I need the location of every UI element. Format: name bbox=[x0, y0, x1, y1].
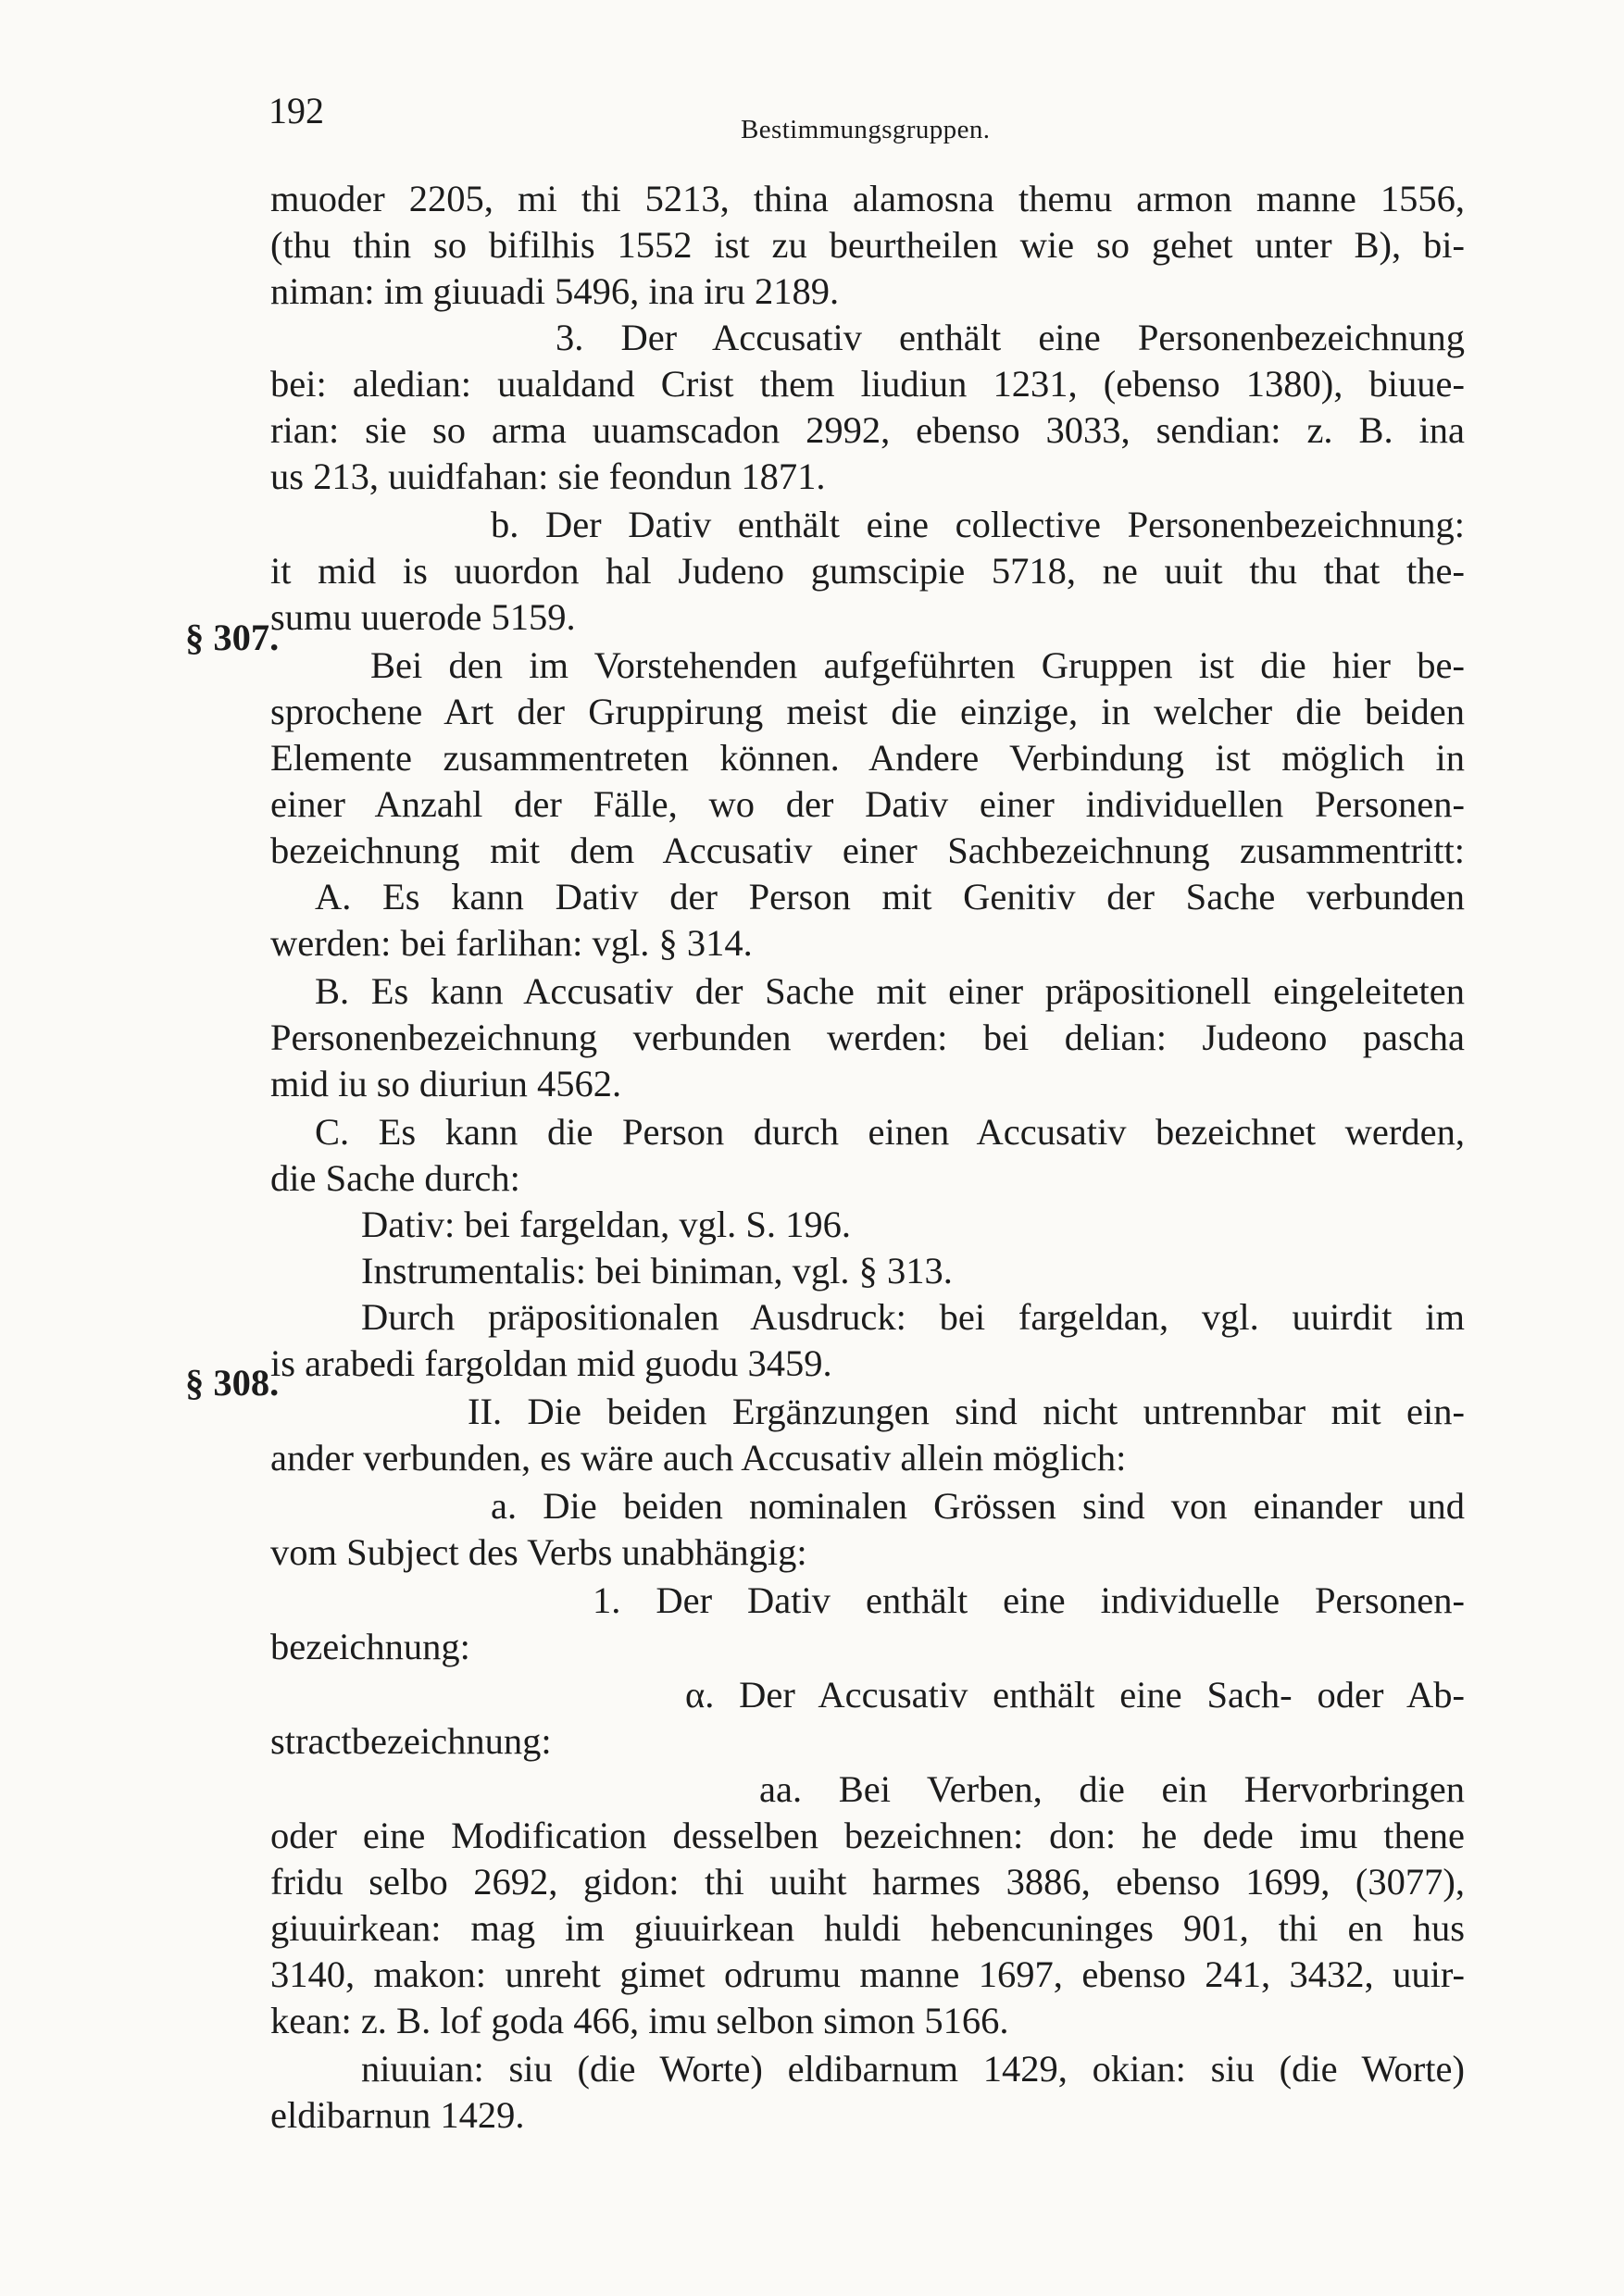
section-mark-308: § 308. bbox=[185, 1362, 280, 1404]
text-line: II. Die beiden Ergänzungen sind nicht untrennbar mit ein- bbox=[468, 1391, 1465, 1432]
text-line: A. Es kann Dativ der Person mit Genitiv der Sache verbunden bbox=[315, 876, 1465, 917]
text-line: fridu selbo 2692, gidon: thi uuiht harmes 3886, ebenso 1699, (3077), bbox=[270, 1861, 1465, 1903]
text-line: niman: im giuuadi 5496, ina iru 2189. bbox=[270, 270, 840, 312]
text-line: sprochene Art der Gruppirung meist die einzige, in welcher die beiden bbox=[270, 691, 1465, 732]
text-line: mid iu so diuriun 4562. bbox=[270, 1063, 622, 1104]
text-line: vom Subject des Verbs unabhängig: bbox=[270, 1531, 807, 1573]
text-line: giuuirkean: mag im giuuirkean huldi hebencuninges 901, thi en hus bbox=[270, 1907, 1465, 1949]
text-line: rian: sie so arma uuamscadon 2992, ebenso 3033, sendian: z. B. ina bbox=[270, 409, 1465, 451]
text-line: sumu uuerode 5159. bbox=[270, 596, 576, 638]
text-line: C. Es kann die Person durch einen Accusativ bezeichnet werden, bbox=[315, 1111, 1465, 1153]
text-line: Dativ: bei fargeldan, vgl. S. 196. bbox=[361, 1204, 852, 1245]
text-line: B. Es kann Accusativ der Sache mit einer präpositionell eingeleiteten bbox=[315, 970, 1465, 1012]
text-line: Durch präpositionalen Ausdruck: bei fargeldan, vgl. uuirdit im bbox=[361, 1296, 1465, 1338]
page-number: 192 bbox=[269, 90, 324, 131]
text-line: a. Die beiden nominalen Grössen sind von einander und bbox=[491, 1485, 1465, 1527]
text-line: (thu thin so bifilhis 1552 ist zu beurtheilen wie so gehet unter B), bi- bbox=[270, 224, 1465, 266]
text-line: 1. Der Dativ enthält eine individuelle Personen- bbox=[593, 1579, 1465, 1621]
text-line: b. Der Dativ enthält eine collective Personenbezeichnung: bbox=[491, 504, 1465, 545]
text-line: Elemente zusammentreten können. Andere Verbindung ist möglich in bbox=[270, 737, 1465, 779]
text-line: werden: bei farlihan: vgl. § 314. bbox=[270, 922, 753, 964]
text-line: kean: z. B. lof goda 466, imu selbon simon 5166. bbox=[270, 2000, 1009, 2041]
text-line: Instrumentalis: bei biniman, vgl. § 313. bbox=[361, 1250, 953, 1292]
text-line: niuuian: siu (die Worte) eldibarnum 1429, okian: siu (die Worte) bbox=[361, 2048, 1465, 2090]
text-line: 3. Der Accusativ enthält eine Personenbezeichnung bbox=[556, 317, 1465, 358]
text-line: is arabedi fargoldan mid guodu 3459. bbox=[270, 1342, 832, 1384]
text-line: bei: aledian: uualdand Crist them liudiun 1231, (ebenso 1380), biuue- bbox=[270, 363, 1465, 405]
text-line: α. Der Accusativ enthält eine Sach- oder Ab- bbox=[685, 1674, 1465, 1716]
text-line: it mid is uuordon hal Judeno gumscipie 5718, ne uuit thu that the- bbox=[270, 550, 1465, 592]
text-line: bezeichnung mit dem Accusativ einer Sachbezeichnung zusammentritt: bbox=[270, 830, 1465, 871]
text-line: us 213, uuidfahan: sie feondun 1871. bbox=[270, 455, 826, 497]
text-line: bezeichnung: bbox=[270, 1626, 470, 1667]
running-head: Bestimmungsgruppen. bbox=[741, 115, 991, 144]
text-line: muoder 2205, mi thi 5213, thina alamosna themu armon manne 1556, bbox=[270, 178, 1465, 219]
text-line: ander verbunden, es wäre auch Accusativ allein möglich: bbox=[270, 1437, 1127, 1479]
text-line: eldibarnun 1429. bbox=[270, 2094, 525, 2136]
text-line: Personenbezeichnung verbunden werden: bei delian: Judeono pascha bbox=[270, 1017, 1465, 1058]
text-line: aa. Bei Verben, die ein Hervorbringen bbox=[759, 1768, 1465, 1810]
text-line: einer Anzahl der Fälle, wo der Dativ einer individuellen Personen- bbox=[270, 783, 1465, 825]
section-mark-307: § 307. bbox=[185, 617, 280, 658]
text-line: stractbezeichnung: bbox=[270, 1720, 552, 1762]
text-line: Bei den im Vorstehenden aufgeführten Gruppen ist die hier be- bbox=[370, 644, 1465, 686]
text-line: 3140, makon: unreht gimet odrumu manne 1697, ebenso 241, 3432, uuir- bbox=[270, 1953, 1465, 1995]
text-line: die Sache durch: bbox=[270, 1157, 520, 1199]
text-line: oder eine Modification desselben bezeichnen: don: he dede imu thene bbox=[270, 1815, 1465, 1856]
